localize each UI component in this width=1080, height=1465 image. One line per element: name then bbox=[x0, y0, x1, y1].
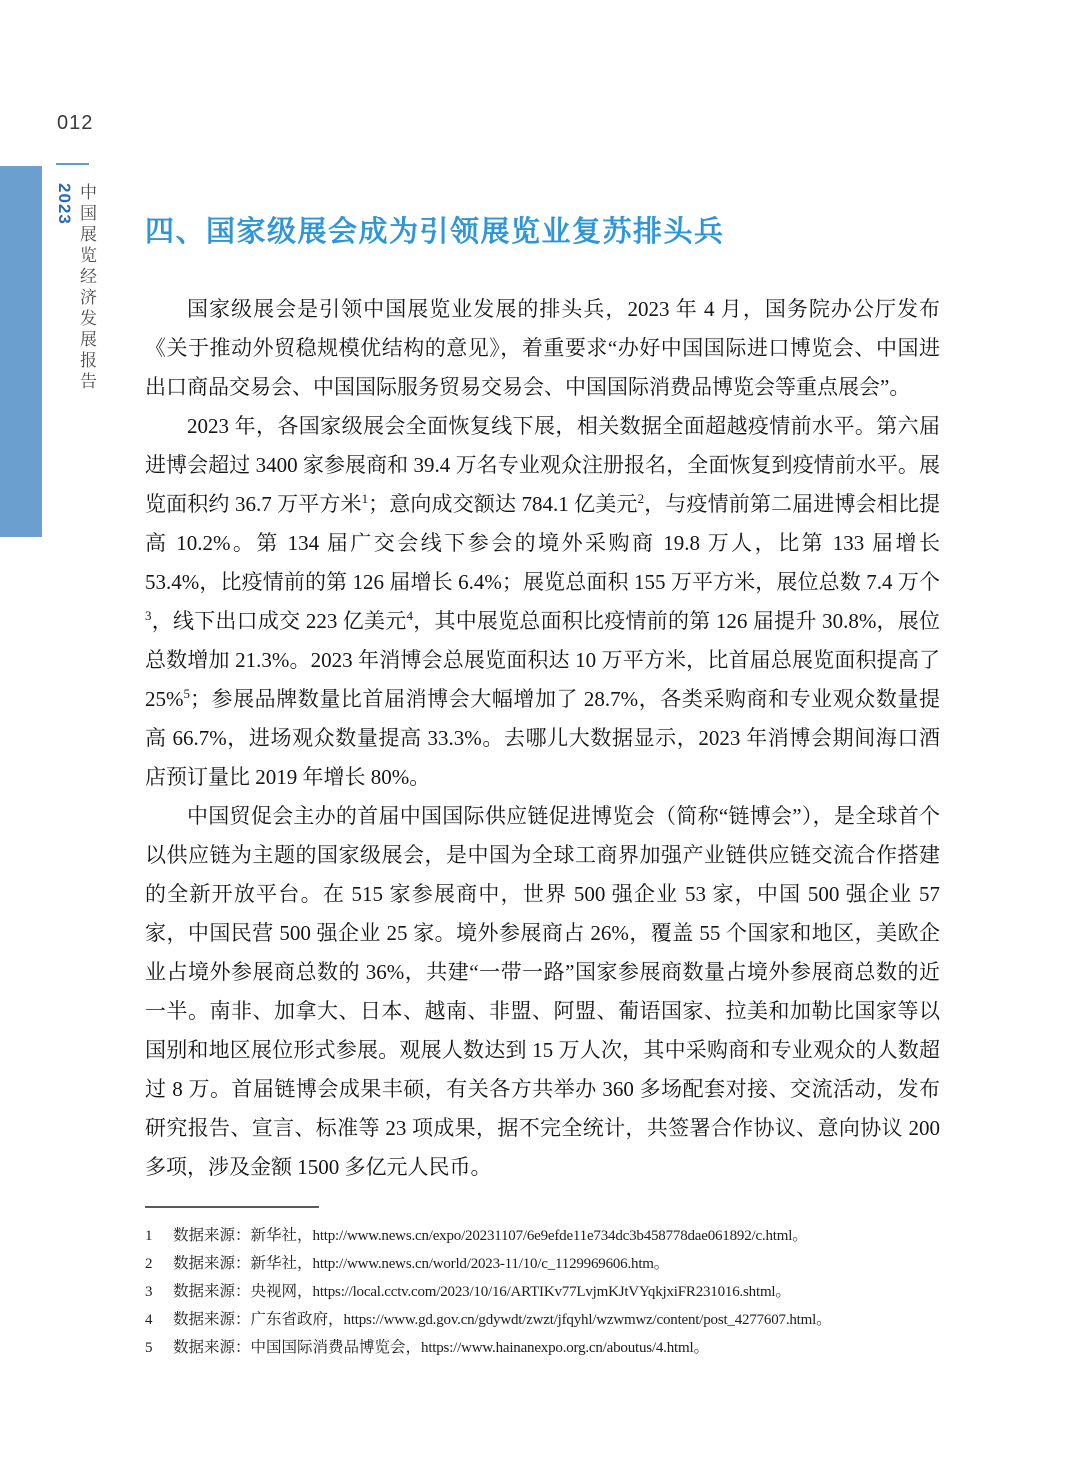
footnote-item bbox=[145, 1306, 940, 1334]
footnote-item bbox=[145, 1278, 940, 1306]
footnote-tail: 。 bbox=[816, 1311, 832, 1328]
body-paragraph: 国家级展会是引领中国展览业发展的排头兵，2023 年 4 月，国务院办公厅发布《关于推动外贸稳规模优结构的意见》，着重要求“办好中国国际进口博览会、中国进出口商品交易会、中国国际服务贸易交易会、中国国际消费品博览会等重点展会”。 bbox=[145, 297, 940, 399]
body-paragraphs bbox=[145, 290, 940, 1187]
main-content bbox=[145, 214, 940, 1187]
footnote-url[interactable]: https://www.hainanexpo.org.cn/aboutus/4.html bbox=[421, 1340, 694, 1356]
footnote-text bbox=[173, 1306, 940, 1334]
footnote-text bbox=[173, 1334, 940, 1362]
footnotes bbox=[145, 1206, 940, 1362]
side-title bbox=[54, 183, 99, 433]
body-paragraph: 中国贸促会主办的首届中国国际供应链促进博览会（简称“链博会”），是全球首个以供应链为主题的国家级展会，是中国为全球工商界加强产业链供应链交流合作搭建的全新开放平台。在 515 家参展商中，世界 500 强企业 53 家，中国 500 强企业 57 家，中国民营 500 强企业 25 家。境外参展商占 26%，覆盖 55 个国家和地区，美欧企业占境外参展商总数的 36%，共建“一带一路”国家参展商数量占境外参展商总数的近一半。南非、加拿大、日本、越南、非盟、阿盟、葡语国家、拉美和加勒比国家等以国别和地区展位形式参展。观展人数达到 15 万人次，其中采购商和专业观众的人数超过 8 万。首届链博会成果丰硕，有关各方共举办 360 多场配套对接、交流活动，发布研究报告、宣言、标准等 23 项成果，据不完全统计，共签署合作协议、意向协议 200 多项，涉及金额 1500 多亿元人民币。 bbox=[145, 804, 940, 1179]
side-accent-bar bbox=[0, 166, 42, 537]
side-title-year: 2023 bbox=[55, 183, 74, 225]
footnote-ref: 2 bbox=[637, 491, 645, 506]
footnote-source: 数据来源：广东省政府， bbox=[173, 1311, 344, 1328]
footnote-item bbox=[145, 1334, 940, 1362]
footnote-tail: 。 bbox=[653, 1255, 670, 1272]
footnote-source: 数据来源：中国国际消费品博览会， bbox=[173, 1339, 422, 1356]
footnote-list bbox=[145, 1222, 940, 1362]
footnote-tail: 。 bbox=[775, 1283, 791, 1300]
footnote-source: 数据来源：新华社， bbox=[173, 1255, 313, 1272]
footnote-url[interactable]: http://www.news.cn/world/2023-11/10/c_1129969606.htm bbox=[312, 1256, 654, 1272]
body-paragraph: 2023 年，各国家级展会全面恢复线下展，相关数据全面超越疫情前水平。第六届进博会超过 3400 家参展商和 39.4 万名专业观众注册报名，全面恢复到疫情前水平。展览面积约 36.7 万平方米$^1$；意向成交额达 784.1 亿美元$^2$，与疫情前第二届进博会相比提高 10.2%。第 134 届广交会线下参会的境外采购商 19.8 万人，比第 133 届增长 53.4%，比疫情前的第 126 届增长 6.4%；展览总面积 155 万平方米，展位总数 7.4 万个$^3$，线下出口成交 223 亿美元$^4$，其中展览总面积比疫情前的第 126 届提升 30.8%，展位总数增加 21.3%。2023 年消博会总展览面积达 10 万平方米，比首届总展览面积提高了 25%$^5$；参展品牌数量比首届消博会大幅增加了 28.7%，各类采购商和专业观众数量提高 66.7%，进场观众数量提高 33.3%。去哪儿大数据显示，2023 年消博会期间海口酒店预订量比 2019 年增长 80%。 bbox=[145, 414, 941, 789]
page-number-rule bbox=[56, 163, 89, 165]
footnote-tail: 。 bbox=[693, 1339, 709, 1356]
footnote-text bbox=[173, 1278, 940, 1306]
section-heading: 四、国家级展会成为引领展览业复苏排头兵 bbox=[145, 216, 725, 248]
footnote-tail: 。 bbox=[792, 1227, 808, 1244]
footnote-url[interactable]: https://local.cctv.com/2023/10/16/ARTIKv77LvjmKJtVYqkjxiFR231016.shtml bbox=[312, 1284, 776, 1300]
footnote-divider bbox=[145, 1206, 319, 1208]
footnote-ref: 3 bbox=[145, 608, 152, 623]
side-title-text: 中国展览经济发展报告 bbox=[77, 183, 96, 393]
page-number: 012 bbox=[57, 112, 94, 134]
footnote-ref: 1 bbox=[361, 491, 369, 506]
footnote-number: 4 bbox=[145, 1312, 153, 1328]
footnote-url[interactable]: https://www.gd.gov.cn/gdywdt/zwzt/jfqyhl/wzwmwz/content/post_4277607.html bbox=[343, 1312, 817, 1328]
footnote-text bbox=[173, 1222, 940, 1250]
footnote-source: 数据来源：央视网， bbox=[173, 1283, 313, 1300]
footnote-text bbox=[173, 1250, 940, 1278]
footnote-ref: 4 bbox=[406, 608, 413, 623]
footnote-number: 3 bbox=[145, 1284, 153, 1300]
footnote-source: 数据来源：新华社， bbox=[173, 1227, 313, 1244]
footnote-number: 2 bbox=[145, 1256, 153, 1272]
footnote-item bbox=[145, 1250, 940, 1278]
footnote-item bbox=[145, 1222, 940, 1250]
footnote-number: 1 bbox=[145, 1228, 153, 1244]
footnote-url[interactable]: http://www.news.cn/expo/20231107/6e9efde11e734dc3b458778dae061892/c.html bbox=[312, 1228, 793, 1244]
footnote-number: 5 bbox=[145, 1340, 153, 1356]
footnote-ref: 5 bbox=[183, 686, 190, 701]
